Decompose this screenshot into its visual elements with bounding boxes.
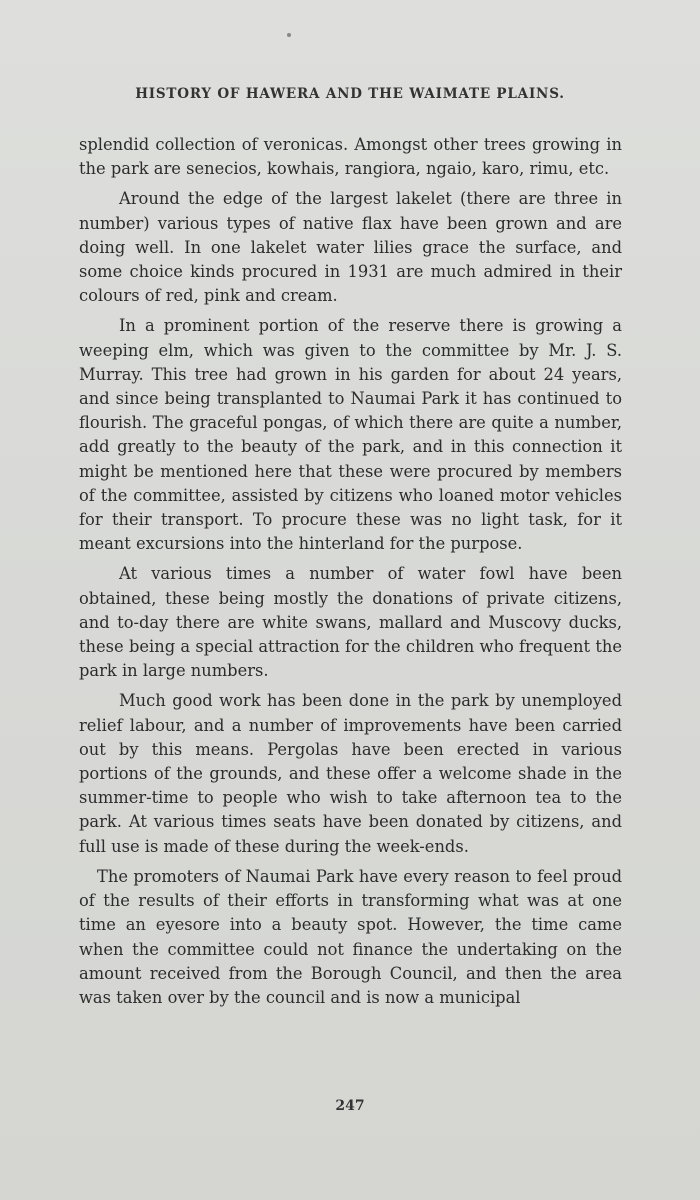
paragraph-5: Much good work has been done in the park by unemployed relief labour, and a number of improvements have been carried out by this means. Pergolas have been erected in various portions of the grounds, and these offer a welcome shade in the summer-time to people who wish to take afternoon tea to the park. At various times seats have been donated by citizens, and full use is made of these during the week-ends. bbox=[79, 691, 622, 856]
paragraph-6: The promoters of Naumai Park have every reason to feel proud of the results of their efforts in transforming what was at one time an eyesore into a beauty spot. However, the time came when the committee could not finance the undertaking on the amount received from the Borough Council, and then the area was taken over by the council and is now a municipal bbox=[79, 866, 622, 1007]
page-speck bbox=[287, 33, 291, 37]
running-head: HISTORY OF HAWERA AND THE WAIMATE PLAINS. bbox=[135, 86, 565, 102]
page-number: 247 bbox=[335, 1098, 365, 1114]
paragraph-3: In a prominent portion of the reserve there is growing a weeping elm, which was given to the committee by Mr. J. S. Murray. This tree had grown in his garden for about 24 years, and since being transplanted to Naumai Park it has continued to flourish. The graceful pongas, of which there are quite a number, add greatly to the beauty of the park, and in this connection it might be mentioned here that these were procured by members of the committee, assisted by citizens who loaned motor vehicles for their transport. To procure these was no light task, for it meant excursions into the hinterland for the purpose. bbox=[79, 316, 622, 554]
paragraph-2: Around the edge of the largest lakelet (there are three in number) various types of native flax have been grown and are doing well. In one lakelet water lilies grace the surface, and some choice kinds procured in 1931 are much admired in their colours of red, pink and cream. bbox=[79, 189, 622, 306]
paragraph-4: At various times a number of water fowl have been obtained, these being mostly the donations of private citizens, and to-day there are white swans, mallard and Muscovy ducks, these being a special attraction for the children who frequent the park in large numbers. bbox=[79, 564, 622, 681]
body-text bbox=[79, 133, 622, 1016]
paragraph-1: splendid collection of veronicas. Amongst other trees growing in the park are senecios, kowhais, rangiora, ngaio, karo, rimu, etc. bbox=[79, 135, 622, 179]
